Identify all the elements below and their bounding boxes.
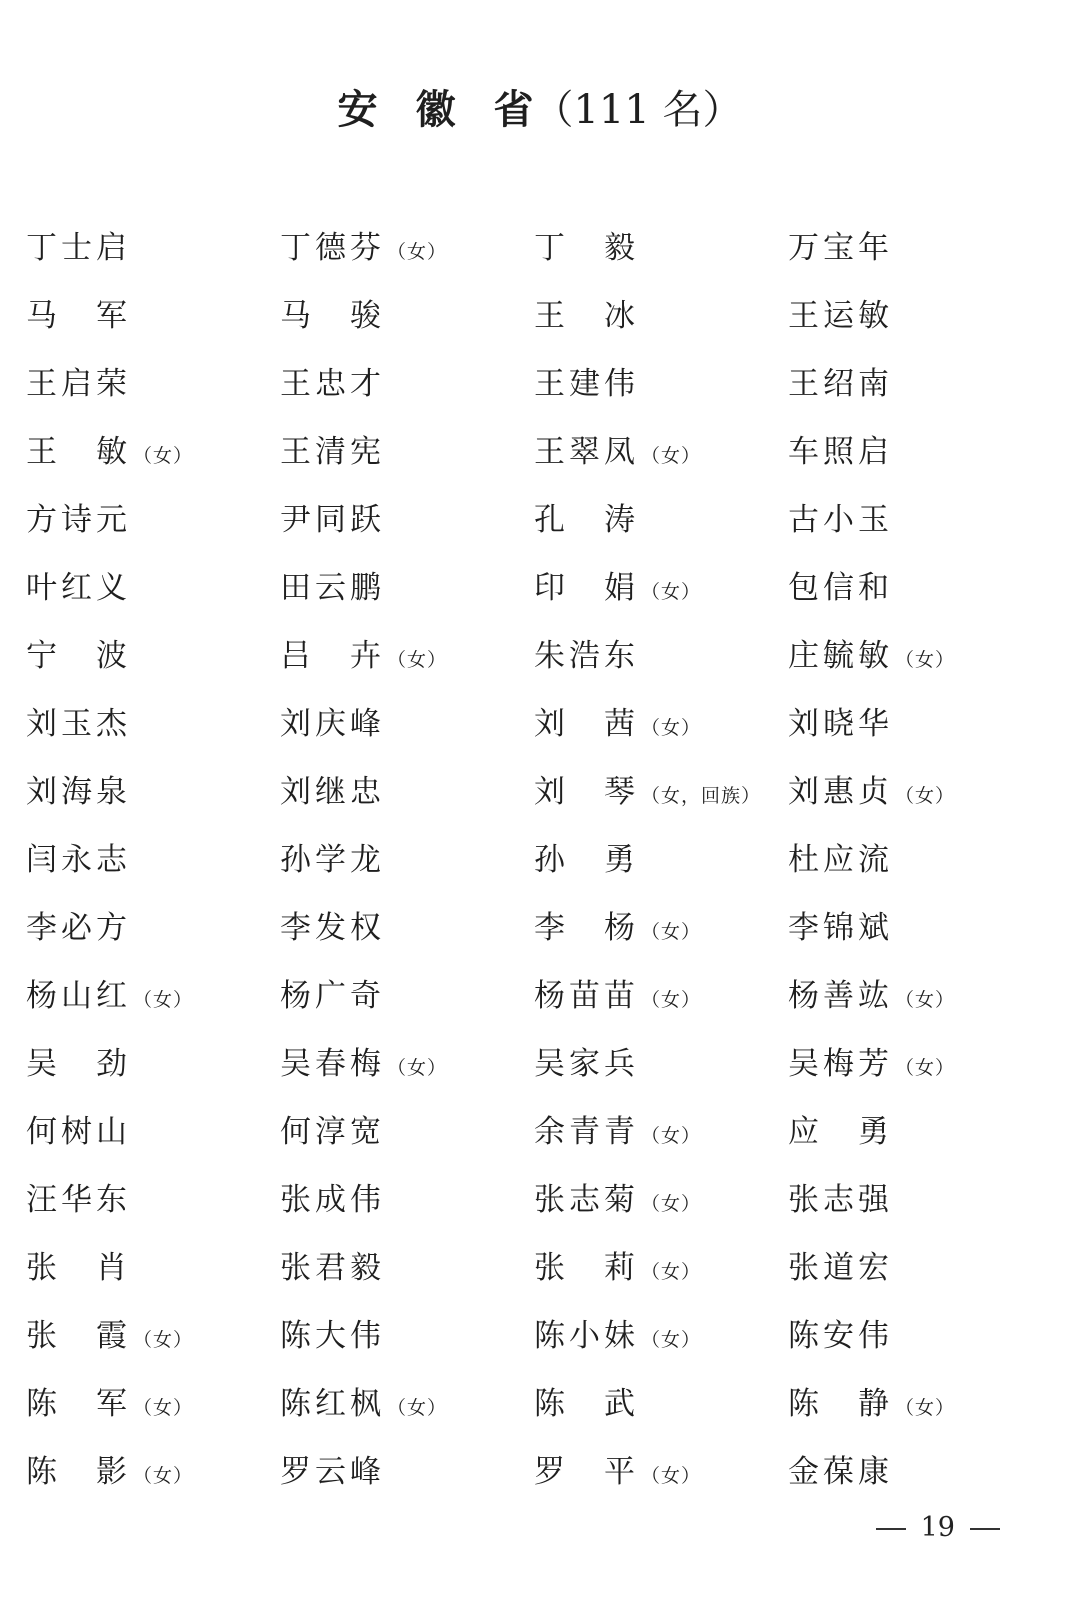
person-name: 王翠凤 — [534, 434, 639, 470]
person-note: （女） — [641, 921, 702, 943]
person-name: 刘惠贞 — [788, 774, 893, 810]
name-entry — [26, 1038, 280, 1106]
person-name: 张成伟 — [280, 1182, 385, 1218]
person-name: 李发权 — [280, 910, 385, 946]
person-name: 王 冰 — [534, 298, 639, 334]
person-name: 李必方 — [26, 910, 131, 946]
person-name: 王启荣 — [26, 366, 131, 402]
person-name: 庄毓敏 — [788, 638, 893, 674]
name-entry — [26, 290, 280, 358]
person-name: 王运敏 — [788, 298, 893, 334]
title-province-char: 徽 — [415, 86, 456, 133]
name-entry — [26, 970, 280, 1038]
person-name: 刘海泉 — [26, 774, 131, 810]
person-name: 李锦斌 — [788, 910, 893, 946]
name-entry — [26, 494, 280, 562]
person-note: （女） — [133, 989, 194, 1011]
name-entry — [534, 970, 788, 1038]
person-name: 车照启 — [788, 434, 893, 470]
person-note: （女） — [895, 1397, 956, 1419]
name-entry — [788, 426, 1042, 494]
person-note: （女，回族） — [641, 785, 762, 807]
person-name: 张道宏 — [788, 1250, 893, 1286]
name-entry — [534, 290, 788, 358]
person-name: 罗 平 — [534, 1454, 639, 1490]
person-name: 宁 波 — [26, 638, 131, 674]
person-name: 陈小妹 — [534, 1318, 639, 1354]
person-name: 杨广奇 — [280, 978, 385, 1014]
person-name: 陈大伟 — [280, 1318, 385, 1354]
person-note: （女） — [133, 1329, 194, 1351]
name-entry — [788, 1038, 1042, 1106]
name-entry — [26, 426, 280, 494]
person-name: 丁士启 — [26, 230, 131, 266]
person-note: （女） — [895, 785, 956, 807]
name-entry — [788, 222, 1042, 290]
person-note: （女） — [641, 717, 702, 739]
person-name: 金葆康 — [788, 1454, 893, 1490]
name-entry — [788, 970, 1042, 1038]
person-name: 刘 茜 — [534, 706, 639, 742]
name-entry — [280, 426, 534, 494]
name-entry — [788, 1174, 1042, 1242]
footer-dash-left — [876, 1528, 906, 1530]
page-footer — [870, 1508, 1040, 1548]
person-name: 丁德芬 — [280, 230, 385, 266]
name-entry — [788, 562, 1042, 630]
name-entry — [534, 1310, 788, 1378]
name-entry — [788, 902, 1042, 970]
person-name: 马 骏 — [280, 298, 385, 334]
person-note: （女） — [387, 1057, 448, 1079]
person-name: 余青青 — [534, 1114, 639, 1150]
name-entry — [534, 834, 788, 902]
person-name: 杨善竑 — [788, 978, 893, 1014]
person-name: 闫永志 — [26, 842, 131, 878]
title-province-char: 省 — [493, 86, 534, 133]
name-entry — [26, 1378, 280, 1446]
name-entry — [26, 766, 280, 834]
person-note: （女） — [895, 989, 956, 1011]
person-name: 刘庆峰 — [280, 706, 385, 742]
person-name: 陈 军 — [26, 1386, 131, 1422]
person-name: 丁 毅 — [534, 230, 639, 266]
name-entry — [534, 1446, 788, 1514]
title-province-char: 安 — [337, 86, 378, 133]
person-name: 陈安伟 — [788, 1318, 893, 1354]
name-entry — [26, 358, 280, 426]
name-entry — [280, 562, 534, 630]
name-entry — [788, 766, 1042, 834]
person-note: （女） — [641, 1329, 702, 1351]
name-entry — [26, 1174, 280, 1242]
person-name: 王绍南 — [788, 366, 893, 402]
name-entry — [534, 222, 788, 290]
title-count: （111 名） — [533, 87, 743, 133]
person-name: 万宝年 — [788, 230, 893, 266]
name-entry — [26, 630, 280, 698]
page-title — [0, 82, 1080, 138]
person-name: 张 莉 — [534, 1250, 639, 1286]
name-entry — [534, 494, 788, 562]
page-number: 19 — [920, 1512, 955, 1543]
name-entry — [788, 358, 1042, 426]
person-name: 尹同跃 — [280, 502, 385, 538]
person-name: 刘继忠 — [280, 774, 385, 810]
person-name: 马 军 — [26, 298, 131, 334]
person-name: 叶红义 — [26, 570, 131, 606]
person-note: （女） — [641, 989, 702, 1011]
name-entry — [788, 1106, 1042, 1174]
person-name: 陈红枫 — [280, 1386, 385, 1422]
person-name: 包信和 — [788, 570, 893, 606]
person-name: 张志菊 — [534, 1182, 639, 1218]
person-name: 吴梅芳 — [788, 1046, 893, 1082]
name-entry — [280, 698, 534, 766]
name-entry — [788, 494, 1042, 562]
name-entry — [280, 834, 534, 902]
name-entry — [280, 222, 534, 290]
name-entry — [280, 902, 534, 970]
person-name: 张 肖 — [26, 1250, 131, 1286]
name-entry — [788, 1242, 1042, 1310]
name-entry — [788, 834, 1042, 902]
name-entry — [534, 902, 788, 970]
person-note: （女） — [895, 649, 956, 671]
person-name: 李 杨 — [534, 910, 639, 946]
person-name: 陈 影 — [26, 1454, 131, 1490]
name-entry — [280, 1446, 534, 1514]
person-name: 古小玉 — [788, 502, 893, 538]
name-entry — [788, 1446, 1042, 1514]
person-note: （女） — [641, 581, 702, 603]
name-entry — [788, 698, 1042, 766]
person-note: （女） — [895, 1057, 956, 1079]
name-entry — [26, 902, 280, 970]
person-note: （女） — [641, 445, 702, 467]
name-entry — [280, 766, 534, 834]
person-name: 田云鹏 — [280, 570, 385, 606]
person-name: 吴 劲 — [26, 1046, 131, 1082]
person-name: 陈 静 — [788, 1386, 893, 1422]
person-name: 吴春梅 — [280, 1046, 385, 1082]
person-name: 吕 卉 — [280, 638, 385, 674]
person-note: （女） — [387, 649, 448, 671]
name-entry — [534, 426, 788, 494]
footer-dash-right — [970, 1528, 1000, 1530]
name-entry — [26, 834, 280, 902]
name-entry — [534, 766, 788, 834]
name-entry — [534, 698, 788, 766]
person-note: （女） — [133, 1465, 194, 1487]
name-entry — [26, 1310, 280, 1378]
name-entry — [26, 222, 280, 290]
person-note: （女） — [133, 1397, 194, 1419]
person-note: （女） — [641, 1261, 702, 1283]
person-name: 王清宪 — [280, 434, 385, 470]
name-entry — [280, 1106, 534, 1174]
person-name: 张志强 — [788, 1182, 893, 1218]
name-entry — [26, 1106, 280, 1174]
person-note: （女） — [133, 445, 194, 467]
name-entry — [788, 630, 1042, 698]
name-entry — [534, 630, 788, 698]
person-note: （女） — [641, 1125, 702, 1147]
name-entry — [280, 1310, 534, 1378]
person-name: 孙 勇 — [534, 842, 639, 878]
person-name: 何树山 — [26, 1114, 131, 1150]
name-entry — [534, 562, 788, 630]
person-name: 应 勇 — [788, 1114, 893, 1150]
name-entry — [280, 1242, 534, 1310]
name-entry — [26, 562, 280, 630]
name-entry — [788, 1378, 1042, 1446]
person-name: 王忠才 — [280, 366, 385, 402]
person-note: （女） — [641, 1465, 702, 1487]
person-note: （女） — [387, 1397, 448, 1419]
name-entry — [788, 1310, 1042, 1378]
name-entry — [26, 1446, 280, 1514]
name-entry — [280, 358, 534, 426]
person-name: 汪华东 — [26, 1182, 131, 1218]
person-name: 孙学龙 — [280, 842, 385, 878]
name-entry — [280, 1174, 534, 1242]
name-entry — [534, 1038, 788, 1106]
person-name: 杨山红 — [26, 978, 131, 1014]
person-name: 王 敏 — [26, 434, 131, 470]
name-entry — [26, 1242, 280, 1310]
name-list — [26, 222, 1046, 1514]
name-entry — [26, 698, 280, 766]
person-name: 孔 涛 — [534, 502, 639, 538]
person-name: 杜应流 — [788, 842, 893, 878]
name-entry — [534, 1106, 788, 1174]
person-note: （女） — [387, 241, 448, 263]
person-name: 刘晓华 — [788, 706, 893, 742]
person-name: 刘 琴 — [534, 774, 639, 810]
name-entry — [280, 1038, 534, 1106]
person-note: （女） — [641, 1193, 702, 1215]
person-name: 罗云峰 — [280, 1454, 385, 1490]
name-entry — [534, 1242, 788, 1310]
name-entry — [280, 970, 534, 1038]
name-entry — [280, 1378, 534, 1446]
person-name: 张君毅 — [280, 1250, 385, 1286]
person-name: 印 娟 — [534, 570, 639, 606]
name-entry — [534, 358, 788, 426]
name-entry — [534, 1174, 788, 1242]
person-name: 何淳宽 — [280, 1114, 385, 1150]
person-name: 陈 武 — [534, 1386, 639, 1422]
person-name: 王建伟 — [534, 366, 639, 402]
person-name: 朱浩东 — [534, 638, 639, 674]
name-entry — [280, 494, 534, 562]
name-entry — [280, 630, 534, 698]
person-name: 杨苗苗 — [534, 978, 639, 1014]
name-entry — [788, 290, 1042, 358]
name-entry — [280, 290, 534, 358]
person-name: 张 霞 — [26, 1318, 131, 1354]
person-name: 方诗元 — [26, 502, 131, 538]
person-name: 刘玉杰 — [26, 706, 131, 742]
person-name: 吴家兵 — [534, 1046, 639, 1082]
name-entry — [534, 1378, 788, 1446]
